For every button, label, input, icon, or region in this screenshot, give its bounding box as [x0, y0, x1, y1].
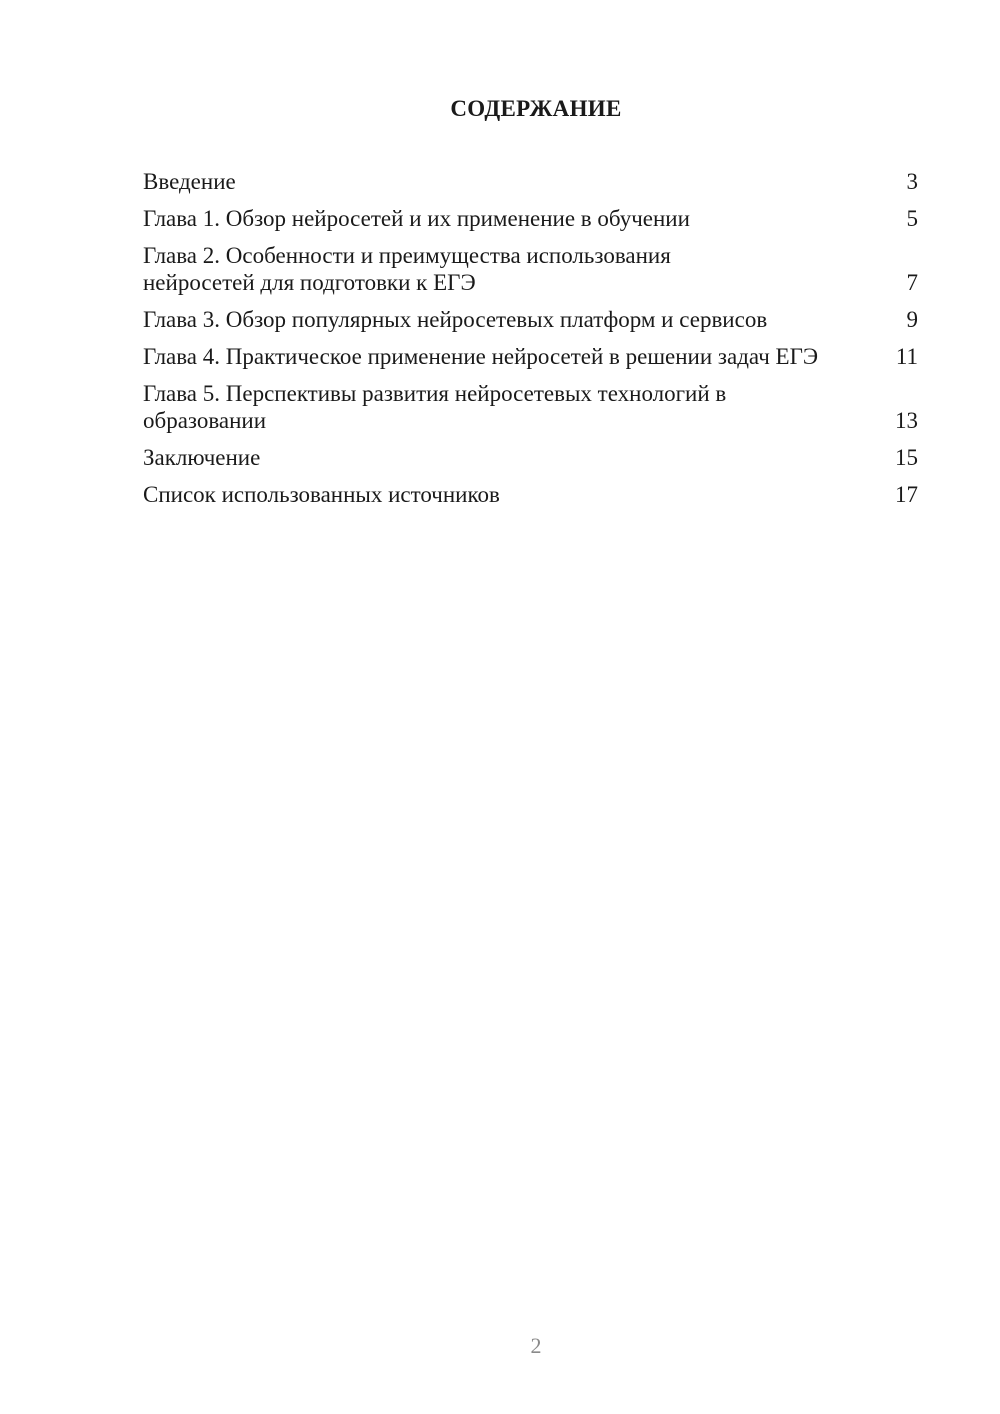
page-number: 2	[530, 1333, 542, 1358]
toc-entry-chapter-5	[143, 380, 918, 434]
toc-entry-label: Заключение	[143, 445, 261, 470]
toc-entry-conclusion	[143, 444, 918, 471]
toc-entry-chapter-1	[143, 205, 918, 232]
toc-entry-page: 7	[906, 270, 918, 295]
toc-entry-page: 3	[906, 169, 918, 194]
toc-entry-label: Введение	[143, 169, 236, 194]
toc-entry-introduction	[143, 168, 918, 195]
table-of-contents	[143, 168, 918, 518]
toc-entry-label: Глава 4. Практическое применение нейросетей в решении задач ЕГЭ	[143, 344, 819, 369]
toc-entry-page: 11	[895, 344, 918, 369]
toc-entry-chapter-4	[143, 343, 918, 370]
toc-entry-references	[143, 481, 918, 508]
toc-entry-page: 17	[895, 482, 918, 507]
toc-entry-page: 5	[906, 206, 918, 231]
toc-entry-label: Глава 1. Обзор нейросетей и их применение в обучении	[143, 206, 690, 231]
toc-entry-label: Глава 3. Обзор популярных нейросетевых платформ и сервисов	[143, 307, 768, 332]
toc-entry-page: 15	[895, 445, 918, 470]
toc-entry-label: Список использованных источников	[143, 482, 500, 507]
toc-entry-page: 13	[895, 408, 918, 433]
toc-entry-label: Глава 5. Перспективы развития нейросетевых технологий в образовании	[143, 381, 727, 433]
toc-entry-chapter-3	[143, 306, 918, 333]
toc-title: СОДЕРЖАНИЕ	[450, 96, 622, 121]
toc-entry-page: 9	[906, 307, 918, 332]
toc-entry-chapter-2	[143, 242, 918, 296]
toc-entry-label: Глава 2. Особенности и преимущества использования нейросетей для подготовки к ЕГЭ	[143, 243, 671, 295]
